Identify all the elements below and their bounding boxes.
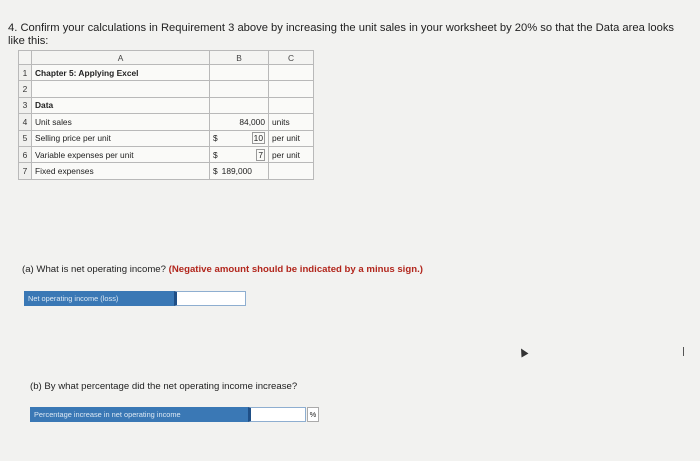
- cell-a5: Selling price per unit: [32, 130, 210, 146]
- currency-symbol: $: [213, 133, 218, 144]
- cell-c2: [269, 81, 314, 97]
- row-number: 5: [19, 130, 32, 146]
- cell-c3: [269, 97, 314, 113]
- question-b-text: (b) By what percentage did the net operating income increase?: [30, 381, 298, 392]
- cell-a2: [32, 81, 210, 97]
- row-number: 4: [19, 114, 32, 130]
- percentage-increase-label: Percentage increase in net operating income: [30, 407, 248, 422]
- net-operating-income-label: Net operating income (loss): [24, 291, 174, 306]
- table-row: [19, 81, 314, 97]
- column-header-c: C: [269, 51, 314, 65]
- table-row: [19, 130, 314, 146]
- cell-c7: [269, 163, 314, 179]
- cell-value: 7: [258, 149, 263, 160]
- row-number: 6: [19, 146, 32, 162]
- cell-b6: [210, 146, 269, 162]
- cell-c4: units: [269, 114, 314, 130]
- percent-unit: %: [307, 407, 319, 422]
- answer-row-a: [24, 291, 246, 306]
- cell-a4: Unit sales: [32, 114, 210, 130]
- cell-b2: [210, 81, 269, 97]
- instruction-text: 4. Confirm your calculations in Requirement 3 above by increasing the unit sales in your worksheet by 20% so that the Data area looks like this:: [8, 22, 675, 47]
- row-number: 2: [19, 81, 32, 97]
- row-number: 1: [19, 65, 32, 81]
- column-header-b: B: [210, 51, 269, 65]
- cell-b1: [210, 65, 269, 81]
- cell-value: 10: [253, 133, 263, 144]
- cell-a1: Chapter 5: Applying Excel: [32, 65, 210, 81]
- currency-symbol: $: [213, 149, 218, 160]
- question-a-emphasis: (Negative amount should be indicated by a minus sign.): [168, 264, 423, 275]
- row-number: 7: [19, 163, 32, 179]
- table-row: [19, 114, 314, 130]
- cell-b5: [210, 130, 269, 146]
- cell-b3: [210, 97, 269, 113]
- cell-c6: per unit: [269, 146, 314, 162]
- cell-value: 84,000: [239, 116, 265, 127]
- column-header-a: A: [32, 51, 210, 65]
- cell-c1: [269, 65, 314, 81]
- spreadsheet-table: [18, 50, 314, 180]
- cell-value: 189,000: [221, 166, 252, 177]
- cell-a7: Fixed expenses: [32, 163, 210, 179]
- question-b: [30, 381, 297, 392]
- cell-c5: per unit: [269, 130, 314, 146]
- table-row: [19, 163, 314, 179]
- question-a-text: (a) What is net operating income?: [22, 264, 166, 275]
- answer-row-b: [30, 407, 319, 422]
- cell-b4: [210, 114, 269, 130]
- percentage-increase-input[interactable]: [248, 407, 306, 422]
- table-row: [19, 97, 314, 113]
- question-a: [22, 264, 423, 275]
- corner-cell: [19, 51, 32, 65]
- cell-a3: Data: [32, 97, 210, 113]
- net-operating-income-input[interactable]: [174, 291, 246, 306]
- currency-symbol: $: [213, 166, 218, 177]
- row-number: 3: [19, 97, 32, 113]
- column-header-row: [19, 51, 314, 65]
- cell-b7: [210, 163, 269, 179]
- cell-a6: Variable expenses per unit: [32, 146, 210, 162]
- text-caret-icon: [683, 347, 684, 356]
- table-row: [19, 146, 314, 162]
- mouse-cursor-icon: [518, 347, 529, 358]
- table-row: [19, 65, 314, 81]
